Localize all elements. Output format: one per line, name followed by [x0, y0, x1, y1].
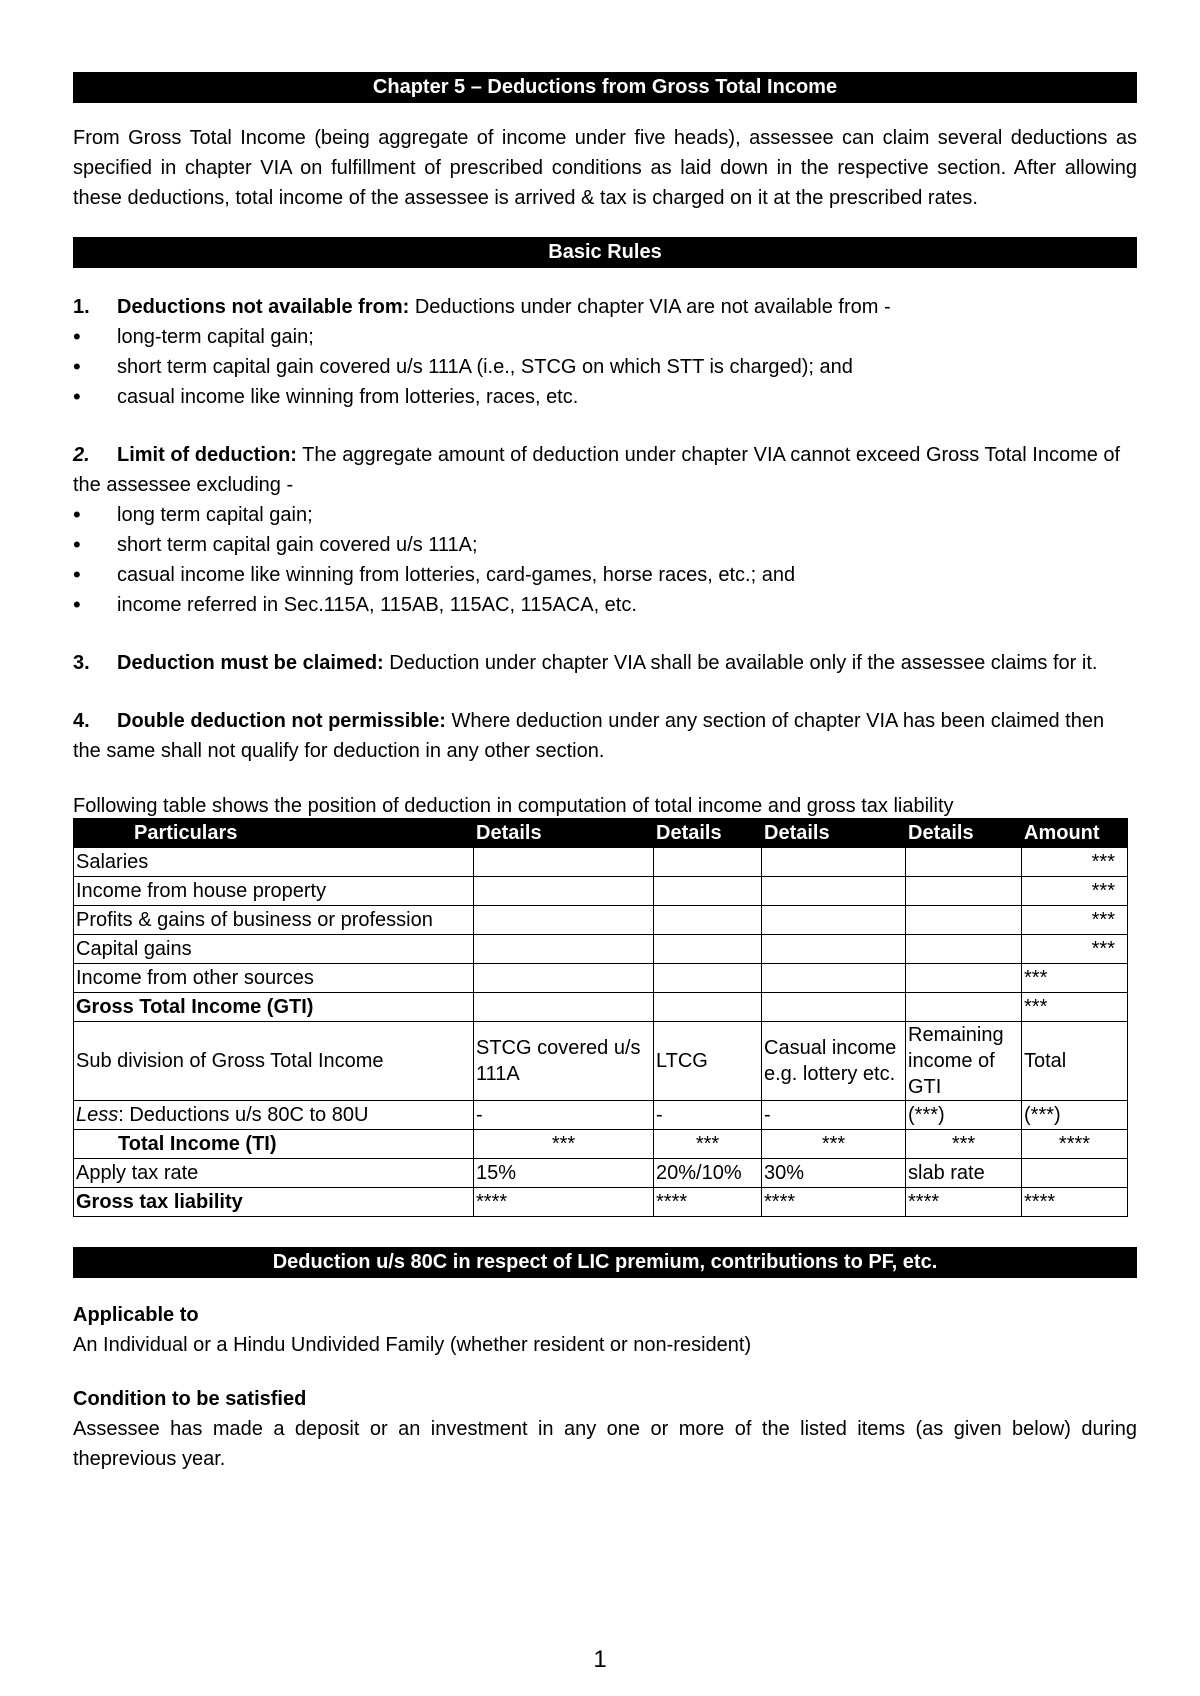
row-label: Gross Total Income (GTI) [74, 993, 474, 1022]
table-cell: (***) [1022, 1101, 1128, 1130]
table-cell: LTCG [654, 1022, 762, 1101]
table-row [74, 848, 1128, 877]
column-header: Amount [1022, 819, 1128, 848]
row-label: Total Income (TI) [74, 1130, 474, 1159]
table-cell: *** [762, 1130, 906, 1159]
table-cell: (***) [906, 1101, 1022, 1130]
rule-heading: Deduction must be claimed: [117, 652, 384, 674]
column-header: Details [906, 819, 1022, 848]
table-cell: **** [1022, 1188, 1128, 1217]
intro-paragraph: From Gross Total Income (being aggregate of income under five heads), assessee can claim several deductions as specified in chapter VIA on fulfillment of prescribed conditions as laid down in the respective section. After allowing these deductions, total income of the assessee is arrived & tax is charged on it at the prescribed rates. [73, 127, 1137, 209]
table-row [74, 935, 1128, 964]
row-amount: *** [1022, 906, 1128, 935]
condition-heading: Condition to be satisfied [73, 1388, 307, 1410]
table-row [74, 964, 1128, 993]
table-row [74, 1022, 1128, 1101]
table-cell: slab rate [906, 1159, 1022, 1188]
table-cell: 15% [474, 1159, 654, 1188]
table-cell: 20%/10% [654, 1159, 762, 1188]
list-item: • income referred in Sec.115A, 115AB, 115AC, 115ACA, etc. [73, 590, 1137, 620]
rule-1 [73, 292, 1137, 412]
table-cell: *** [654, 1130, 762, 1159]
rule-text: Deduction under chapter VIA shall be available only if the assessee claims for it. [383, 652, 1098, 674]
rule-heading: Limit of deduction: [117, 444, 297, 466]
table-row [74, 1101, 1128, 1130]
row-label: Sub division of Gross Total Income [74, 1022, 474, 1101]
column-header: Particulars [74, 819, 474, 848]
row-label: Capital gains [74, 935, 474, 964]
row-amount: *** [1022, 848, 1128, 877]
table-cell: **** [1022, 1130, 1128, 1159]
document-page [73, 72, 1137, 1474]
table-row [74, 1188, 1128, 1217]
row-amount: *** [1022, 964, 1128, 993]
row-amount: *** [1022, 993, 1128, 1022]
condition-text: Assessee has made a deposit or an investment in any one or more of the listed items (as given below) during theprevious year. [73, 1418, 1137, 1470]
list-item: • casual income like winning from lotteries, card-games, horse races, etc.; and [73, 560, 1137, 590]
rule-text: Where deduction under any section of chapter VIA has been claimed then the same shall not qualify for deduction in any other section. [73, 710, 1105, 762]
rule-number: 4. [73, 710, 90, 732]
row-label: Salaries [74, 848, 474, 877]
rule-1-bullets [73, 322, 1137, 412]
list-item: • casual income like winning from lotteries, races, etc. [73, 382, 1137, 412]
table-cell: *** [474, 1130, 654, 1159]
row-amount: *** [1022, 877, 1128, 906]
table-cell: Casual income e.g. lottery etc. [762, 1022, 906, 1101]
table-cell: Total [1022, 1022, 1128, 1101]
rule-number: 3. [73, 652, 90, 674]
less-prefix: Less [76, 1104, 119, 1126]
rule-4 [73, 706, 1137, 766]
table-row [74, 877, 1128, 906]
rule-number: 1. [73, 296, 90, 318]
row-label [74, 1101, 474, 1130]
less-text: : Deductions u/s 80C to 80U [118, 1104, 369, 1126]
column-header: Details [762, 819, 906, 848]
table-cell: - [474, 1101, 654, 1130]
section-80c-title: Deduction u/s 80C in respect of LIC premium, contributions to PF, etc. [73, 1247, 1137, 1278]
column-header: Details [474, 819, 654, 848]
table-row [74, 1159, 1128, 1188]
table-cell: Remaining income of GTI [906, 1022, 1022, 1101]
table-cell: **** [654, 1188, 762, 1217]
rule-number: 2. [73, 444, 90, 466]
basic-rules-title: Basic Rules [73, 237, 1137, 268]
rule-3 [73, 648, 1137, 678]
table-cell [1022, 1159, 1128, 1188]
table-cell: - [762, 1101, 906, 1130]
list-item: • short term capital gain covered u/s 111A (i.e., STCG on which STT is charged); and [73, 352, 1137, 382]
table-row [74, 1130, 1128, 1159]
computation-table [73, 818, 1128, 1217]
row-label: Income from house property [74, 877, 474, 906]
applicable-heading: Applicable to [73, 1304, 199, 1326]
table-header-row [74, 819, 1128, 848]
list-item: • long-term capital gain; [73, 322, 1137, 352]
rule-text: Deductions under chapter VIA are not available from - [409, 296, 891, 318]
column-header: Details [654, 819, 762, 848]
table-cell: - [654, 1101, 762, 1130]
list-item: • short term capital gain covered u/s 111A; [73, 530, 1137, 560]
table-cell: STCG covered u/s 111A [474, 1022, 654, 1101]
chapter-title: Chapter 5 – Deductions from Gross Total Income [73, 72, 1137, 103]
row-label: Income from other sources [74, 964, 474, 993]
rule-2-bullets [73, 500, 1137, 620]
rule-heading: Double deduction not permissible: [117, 710, 446, 732]
table-cell: **** [762, 1188, 906, 1217]
table-cell: **** [906, 1188, 1022, 1217]
applicable-text: An Individual or a Hindu Undivided Family (whether resident or non-resident) [73, 1334, 752, 1356]
table-cell: **** [474, 1188, 654, 1217]
rule-2 [73, 440, 1137, 620]
table-cell: *** [906, 1130, 1022, 1159]
rule-heading: Deductions not available from: [117, 296, 410, 318]
row-amount: *** [1022, 935, 1128, 964]
row-label: Apply tax rate [74, 1159, 474, 1188]
rule-text: The aggregate amount of deduction under chapter VIA cannot exceed Gross Total Income of the assessee excluding - [73, 444, 1121, 496]
list-item: • long term capital gain; [73, 500, 1137, 530]
row-label: Gross tax liability [74, 1188, 474, 1217]
table-intro: Following table shows the position of deduction in computation of total income and gross tax liability [73, 795, 954, 817]
table-row [74, 906, 1128, 935]
row-label: Profits & gains of business or profession [74, 906, 474, 935]
table-cell: 30% [762, 1159, 906, 1188]
page-number: 1 [593, 1646, 607, 1673]
table-row [74, 993, 1128, 1022]
